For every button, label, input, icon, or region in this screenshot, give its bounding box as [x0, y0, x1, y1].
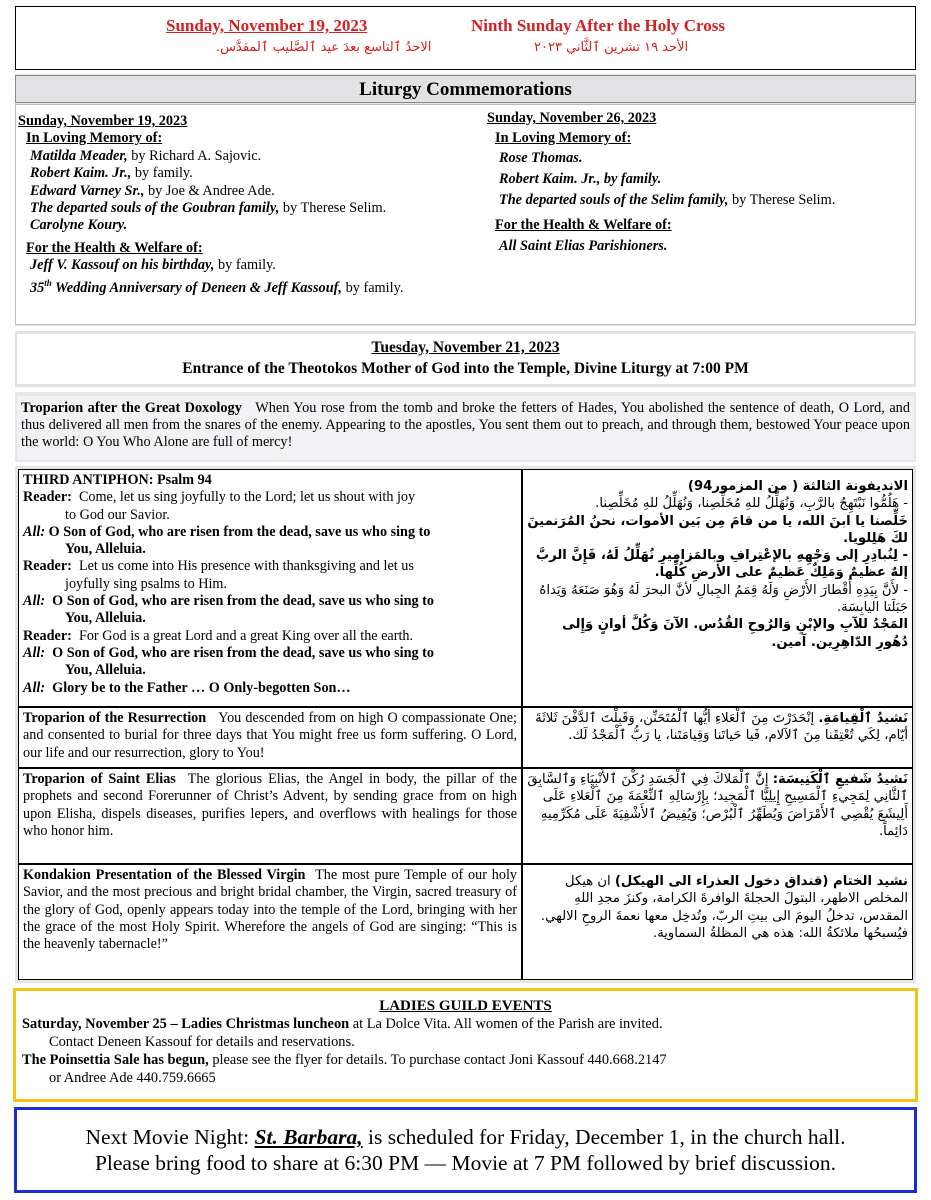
ladies-guild-box: [13, 988, 918, 1102]
memory-item: Edward Varney Sr., by Joe & Andree Ade.: [30, 182, 275, 199]
right-memory-list: [495, 148, 907, 211]
kondakion-arabic: نشيد الختام (قنداق دخول العذراء الى الهيكل) ان هيكل المخلص الاطهر، البتولَ الحجلةَ الوافرةَ الكرامة، وكنزَ مجدِ اللهِ المقدس، تدخلُ اليومَ الى بيتِ الربّ، وتُدخِل معها نعمةَ الروحِ الالهي. فيُسبحُها ملائكةُ الله: هذه هي المظلةُ السماوية.: [522, 864, 913, 980]
elias-english: Troparion of Saint Elias The glorious Elias, the Angel in body, the pillar of the prophets and second Forerunner of Christ’s Advent, by sending grace from on high upon Elisha, dispels diseases, purifies lepers, and overflows with healings for those who honor him.: [18, 768, 522, 864]
liturgy-title: Liturgy Commemorations: [15, 75, 916, 103]
kondakion-english: Kondakion Presentation of the Blessed Virgin The most pure Temple of our holy Savior, and the most precious and bright bridal chamber, the Virgin, sacred treasury of the glory of God, openly appears today into the temple of the Lord, bringing with her the grace of the most Holy Spirit. Wherefore the angels of God are singing: “This is the heavenly tabernacle!”: [18, 864, 522, 980]
liturgy-body: [15, 104, 916, 325]
antiphon-line: Reader: Come, let us sing joyfully to the Lord; let us shout with joy to God our Savior.: [23, 489, 416, 523]
movie-line-2: Please bring food to share at 6:30 PM — Movie at 7 PM followed by brief discussion.: [94, 1151, 837, 1175]
doxology-title: Troparion after the Great Doxology: [21, 400, 242, 416]
antiphon-arabic: الانديفونة الثالثة ( من المزمور94) - هَلُمُّوا نَبْتَهِجُ بالرَّبِ، وَنُهَلِّلُ للهِ مُخَلِّصِنا، وَنُهَلِّلُ للهِ مُخَلِّصِنا. خَلِّصنا يا ابنَ الله، يا من قامَ مِن بَين الأموات، نحنُ المُرَنمينَ لكَ هَلِلويا. - لِنُبادِرِ إلى وَجْهِهِ بالإعْتِرافِ وبالمَزامِيرِ نُهَلِّلُ لَهُ، فَإِنَّ الربَّ إلهٌ عظيمٌ وَمَلِكٌ عَظيمٌ على الأرضِ كُلِّها. - لأَنَّ بِيَدِهِ أَقْطارَ الأَرْضِ وَلَهُ قِمَمُ الجِبالِ لأنَّ البحرَ لَهُ وَهُوَ صَنَعَهُ وَيَداهُ جَبَلَتا اليابِسَة. المَجْدُ للآبِ والإبْنِ وَالرُوحِ القُدُس. الآنَ وَكُلَّ أوانٍ وَإِلى دُهُورِ الدّاهِرِين. آمين.: [522, 469, 913, 707]
guild-event: The Poinsettia Sale has begun, please see the flyer for details. To purchase contact Joni Kassouf 440.668.2147: [22, 1052, 667, 1068]
guild-event-cont: or Andree Ade 440.759.6665: [49, 1070, 216, 1086]
antiphon-title: THIRD ANTIPHON: Psalm 94: [23, 472, 212, 488]
bulletin-header: [15, 6, 916, 70]
tuesday-event: Entrance of the Theotokos Mother of God into the Temple, Divine Liturgy at 7:00 PM: [182, 360, 749, 377]
left-date: Sunday, November 19, 2023: [18, 113, 188, 129]
memory-item: Matilda Meader, by Richard A. Sajovic.: [30, 147, 262, 164]
memory-item: Carolyne Koury.: [30, 217, 128, 234]
left-memory-list: [26, 148, 488, 235]
kondakion-title: Kondakion Presentation of the Blessed Virgin: [23, 867, 306, 883]
hymns-table: [15, 466, 916, 983]
left-health-list: [26, 257, 488, 297]
elias-title: Troparion of Saint Elias: [23, 771, 176, 787]
antiphon-line: Reader: For God is a great Lord and a great King over all the earth.: [23, 627, 414, 644]
liturgy-right-column: [487, 110, 907, 256]
guild-event: Saturday, November 25 – Ladies Christmas luncheon at La Dolce Vita. All women of the Parish are invited.: [22, 1016, 663, 1032]
header-title-arabic: الاحدُ ٱلتاسع بعدَ عيد ٱلصَّليب ٱلمقدَّس.: [216, 40, 432, 55]
guild-event-cont: Contact Deneen Kassouf for details and reservations.: [49, 1034, 355, 1050]
antiphon-english: [18, 469, 522, 707]
guild-title: LADIES GUILD EVENTS: [379, 998, 552, 1014]
doxology-text: When You rose from the tomb and broke the fetters of Hades, You abolished the sentence of death, O Lord, and thus delivered all men from the snares of the enemy. Appearing to the apostles, You sent them out to preach, and through them, bestowed Your peace upon the world: O You Who Alone are full of mercy!: [21, 400, 910, 451]
memory-item: The departed souls of the Goubran family, by Therese Selim.: [30, 200, 387, 217]
tuesday-date: Tuesday, November 21, 2023: [371, 339, 560, 356]
right-memory-heading: In Loving Memory of:: [495, 130, 632, 147]
header-date: Sunday, November 19, 2023: [166, 16, 368, 35]
antiphon-line: All: O Son of God, who are risen from the dead, save us who sing to You, Alleluia.: [23, 593, 434, 627]
movie-night-box: [14, 1107, 917, 1193]
health-item: 35th Wedding Anniversary of Deneen & Jeff Kassouf, by family.: [30, 277, 404, 296]
right-date: Sunday, November 26, 2023: [487, 110, 657, 126]
elias-arabic: نَشيدُ شَفيعِ ٱلْكَنِيسَة: إِنَّ ٱلْمَلاكَ فِي ٱلْجَسَدِ رُكْنَ ٱلأَنْبِيَاءِ وَٱلسَّابِقَ ٱلثَّانِي لِمَجِيءِ ٱلْمَسِيحِ إِيلِيَّا ٱلْمَجِيد؛ بِإِرْسَالِهِ ٱلنِّعْمَةَ مِنَ ٱلْعَلاءِ عَلَى أَلِيشَعَ يُقْصِي ٱلأَمْرَاضَ وَيُطَهِّرُ ٱلْبُرْص؛ وَيُفِيضُ ٱلأَشْفِيَةَ عَلَى مُكَرِّمِيهِ دَائِماً.: [522, 768, 913, 864]
doxology-box: [17, 396, 914, 460]
memory-item: Robert Kaim. Jr., by family.: [30, 165, 193, 182]
left-memory-heading: In Loving Memory of:: [26, 130, 163, 147]
tuesday-box: [17, 334, 914, 384]
memory-item: Rose Thomas.: [499, 149, 583, 166]
antiphon-line: All: O Son of God, who are risen from the dead, save us who sing to You, Alleluia.: [23, 523, 431, 558]
antiphon-line: All: O Son of God, who are risen from the dead, save us who sing to You, Alleluia.: [23, 644, 434, 679]
resurrection-english: Troparion of the Resurrection You descended from on high O compassionate One; and consented to burial for three days that You might free us form suffering. O Lord, our life and our resurrection, glory to You!: [18, 707, 522, 768]
resurrection-arabic: نَشيدُ ٱلْقِيامَةِ. إنْحَدَرْتَ مِنَ ٱلْعَلاءِ أيُّها ٱلْمُتَحَنِّن، وَقَبِلْتَ ٱلدَّفْنَ ثَلاثَةَ أيّام، لِكَي تُعْتِقَنا مِنَ ٱلآلام، فَيا حَياتَنا وَقِيامَتَنا، يا رَبُّ ٱلْمَجْدُ لَك.: [522, 707, 913, 768]
movie-title: St. Barbara,: [254, 1125, 363, 1149]
header-title: Ninth Sunday After the Holy Cross: [471, 16, 725, 35]
memory-item: The departed souls of the Selim family, by Therese Selim.: [499, 191, 836, 208]
resurrection-title: Troparion of the Resurrection: [23, 710, 207, 726]
antiphon-line: Reader: Let us come into His presence with thanksgiving and let us joyfully sing psalms to Him.: [23, 558, 414, 592]
left-health-heading: For the Health & Welfare of:: [26, 239, 203, 256]
header-date-arabic: الأحد ١٩ تشرين ٱلثَّاني ٢٠٢٣: [534, 40, 689, 55]
liturgy-left-column: [18, 113, 488, 297]
movie-line-1: Next Movie Night: St. Barbara, is scheduled for Friday, December 1, in the church hall.: [85, 1125, 846, 1149]
health-item: All Saint Elias Parishioners.: [499, 238, 668, 255]
right-health-list: [495, 238, 907, 255]
right-health-heading: For the Health & Welfare of:: [495, 216, 672, 233]
antiphon-line: All: Glory be to the Father … O Only-begotten Son…: [23, 679, 351, 696]
health-item: Jeff V. Kassouf on his birthday, by family.: [30, 257, 276, 274]
memory-item: Robert Kaim. Jr., by family.: [499, 170, 662, 187]
